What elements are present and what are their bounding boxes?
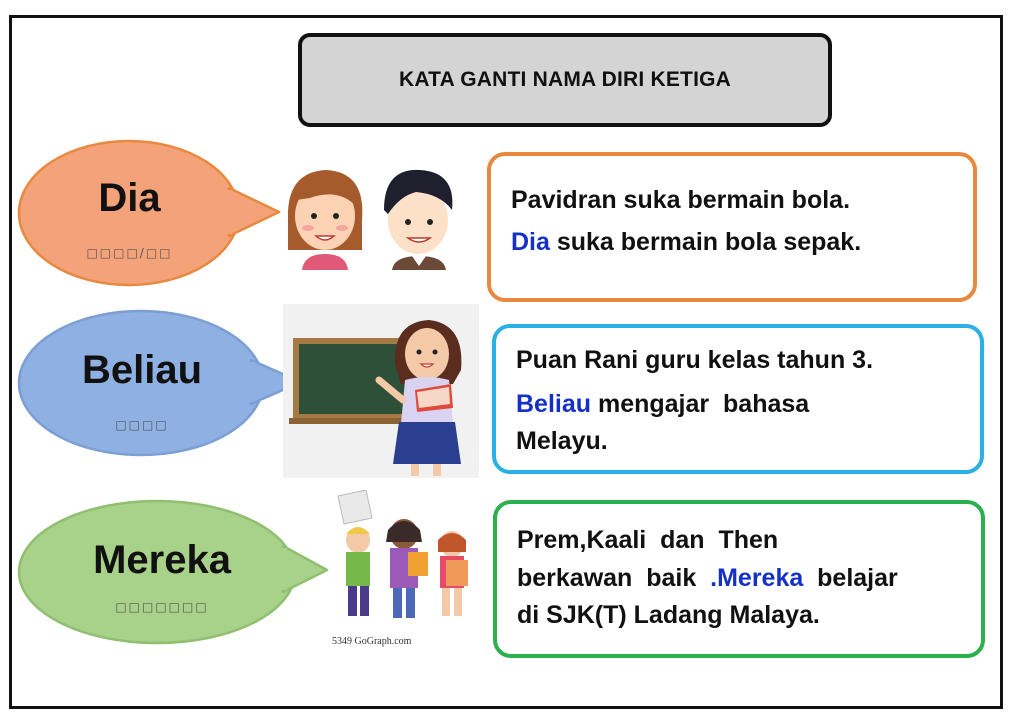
pronoun-subtitle: □□□□□□□ bbox=[115, 600, 209, 614]
pronoun-subtitle: □□□□ bbox=[115, 418, 169, 432]
highlighted-pronoun: Dia bbox=[511, 227, 550, 256]
speech-bubble-mereka bbox=[17, 498, 317, 646]
example-sentence-2: berkawan baik .Mereka belajar bbox=[517, 563, 898, 592]
example-sentence-1: Prem,Kaali dan Then bbox=[517, 526, 779, 554]
example-sentence-1: Pavidran suka bermain bola. bbox=[511, 186, 851, 214]
highlighted-pronoun: Beliau bbox=[516, 389, 592, 418]
speech-bubble-beliau bbox=[17, 308, 297, 458]
children-reading-illustration bbox=[330, 490, 480, 650]
example-sentence-3: di SJK(T) Ladang Malaya. bbox=[517, 601, 820, 629]
example-sentence-2: Beliau mengajar bahasa bbox=[516, 389, 810, 418]
speech-bubble-dia bbox=[17, 138, 272, 288]
example-sentence-1: Puan Rani guru kelas tahun 3. bbox=[516, 346, 874, 374]
example-sentence-2: Dia suka bermain bola sepak. bbox=[511, 227, 862, 256]
teacher-blackboard-illustration bbox=[283, 304, 479, 478]
pronoun-subtitle: □□□□/□□ bbox=[86, 246, 173, 260]
example-card-beliau bbox=[492, 324, 984, 474]
title-box bbox=[298, 33, 832, 127]
pronoun-label: Mereka bbox=[93, 538, 231, 582]
pronoun-label: Dia bbox=[98, 176, 161, 220]
example-card-mereka bbox=[493, 500, 985, 658]
example-card-dia bbox=[487, 152, 977, 302]
pronoun-label: Beliau bbox=[81, 348, 203, 392]
girl-boy-illustration bbox=[280, 158, 470, 270]
page-title: KATA GANTI NAMA DIRI KETIGA bbox=[398, 68, 732, 91]
highlighted-pronoun: .Mereka bbox=[710, 563, 804, 592]
example-sentence-3: Melayu. bbox=[516, 427, 608, 455]
watermark-text: 5349 GoGraph.com bbox=[332, 636, 412, 647]
